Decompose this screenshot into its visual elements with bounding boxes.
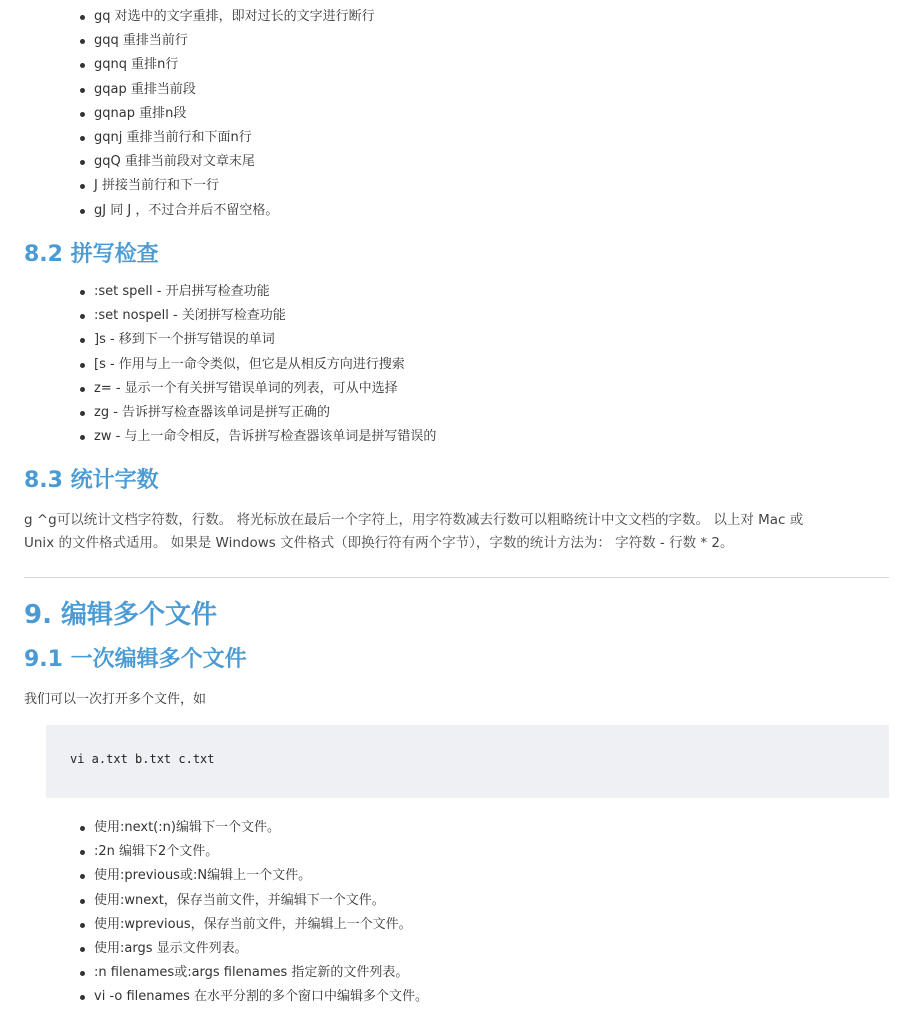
word-count-paragraph bbox=[24, 509, 888, 555]
list-item: 使用:next(:n)编辑下一个文件。 bbox=[78, 816, 878, 840]
section-divider bbox=[24, 577, 889, 578]
list-item: 使用:previous或:N编辑上一个文件。 bbox=[78, 864, 878, 888]
list-item: gqQ 重排当前段对文章末尾 bbox=[78, 150, 878, 174]
paragraph-line: g ^g可以统计文档字符数，行数。 将光标放在最后一个字符上，用字符数减去行数可以粗略统计中文文档的字数。 以上对 Mac 或 bbox=[24, 512, 804, 528]
code-text: vi a.txt b.txt c.txt bbox=[70, 752, 215, 766]
chapter-heading-edit-multiple-files: 9. 编辑多个文件 bbox=[24, 600, 218, 630]
list-item: z= - 显示一个有关拼写错误单词的列表，可从中选择 bbox=[78, 377, 878, 401]
list-item: :2n 编辑下2个文件。 bbox=[78, 840, 878, 864]
list-item: gqnj 重排当前行和下面n行 bbox=[78, 126, 878, 150]
list-item: 使用:wprevious，保存当前文件，并编辑上一个文件。 bbox=[78, 913, 878, 937]
intro-paragraph bbox=[24, 688, 888, 711]
list-item: gqap 重排当前段 bbox=[78, 78, 878, 102]
reformat-commands-list bbox=[78, 5, 878, 223]
section-heading-edit-multiple-at-once: 9.1 一次编辑多个文件 bbox=[24, 647, 247, 672]
list-item: :set nospell - 关闭拼写检查功能 bbox=[78, 304, 878, 328]
list-item: zw - 与上一命令相反，告诉拼写检查器该单词是拼写错误的 bbox=[78, 425, 878, 449]
section-heading-word-count: 8.3 统计字数 bbox=[24, 468, 159, 493]
paragraph-line: Unix 的文件格式适用。 如果是 Windows 文件格式（即换行符有两个字节），字数的统计方法为： 字符数 - 行数 * 2。 bbox=[24, 535, 734, 551]
section-heading-spell-check: 8.2 拼写检查 bbox=[24, 242, 159, 267]
code-block bbox=[46, 725, 889, 798]
list-item: vi -o filenames 在水平分割的多个窗口中编辑多个文件。 bbox=[78, 985, 878, 1009]
list-item: :set spell - 开启拼写检查功能 bbox=[78, 280, 878, 304]
list-item: gqq 重排当前行 bbox=[78, 29, 878, 53]
list-item: gJ 同 J ，不过合并后不留空格。 bbox=[78, 199, 878, 223]
list-item: J 拼接当前行和下一行 bbox=[78, 174, 878, 198]
list-item: zg - 告诉拼写检查器该单词是拼写正确的 bbox=[78, 401, 878, 425]
paragraph-line: 我们可以一次打开多个文件，如 bbox=[24, 692, 207, 707]
list-item: [s - 作用与上一命令类似，但它是从相反方向进行搜索 bbox=[78, 353, 878, 377]
list-item: gqnq 重排n行 bbox=[78, 53, 878, 77]
list-item: 使用:args 显示文件列表。 bbox=[78, 937, 878, 961]
list-item: gqnap 重排n段 bbox=[78, 102, 878, 126]
list-item: gq 对选中的文字重排，即对过长的文字进行断行 bbox=[78, 5, 878, 29]
spell-check-commands-list bbox=[78, 280, 878, 449]
list-item: ]s - 移到下一个拼写错误的单词 bbox=[78, 328, 878, 352]
multi-file-commands-list bbox=[78, 816, 878, 1010]
list-item: :n filenames或:args filenames 指定新的文件列表。 bbox=[78, 961, 878, 985]
list-item: 使用:wnext，保存当前文件，并编辑下一个文件。 bbox=[78, 889, 878, 913]
